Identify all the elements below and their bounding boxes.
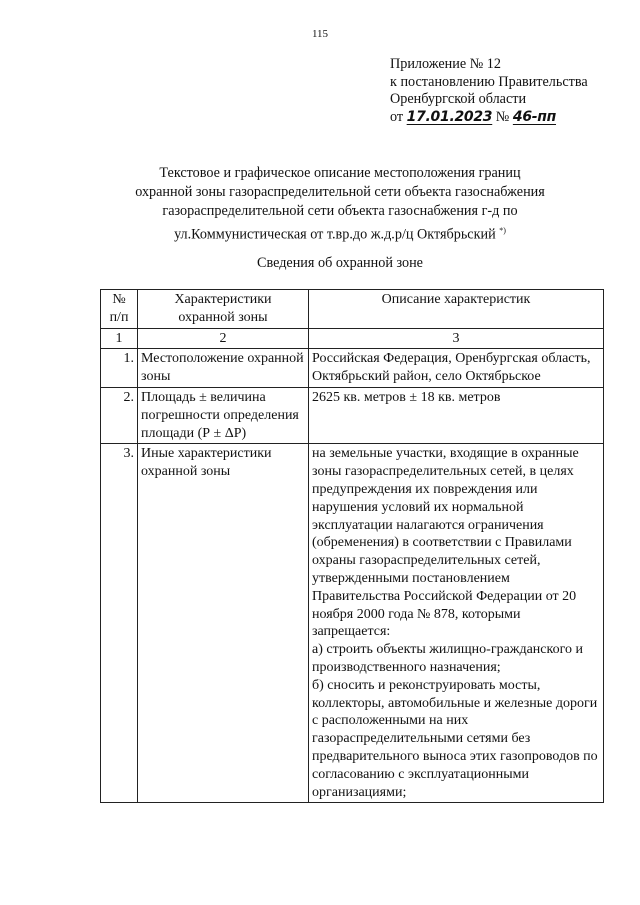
column-number: 1 <box>101 328 138 349</box>
page-number: 115 <box>311 28 329 40</box>
row-number: 3. <box>101 444 138 803</box>
title-line-1: Текстовое и графическое описание местоположения границ <box>159 165 521 181</box>
title-line-4 <box>60 221 620 245</box>
footnote-mark: *) <box>499 226 506 235</box>
row-number: 1. <box>101 349 138 388</box>
column-number: 3 <box>309 328 604 349</box>
handwritten-number: 46-пп <box>512 108 557 125</box>
header-characteristics: Характеристики охранной зоны <box>138 290 309 329</box>
row-number: 2. <box>101 387 138 443</box>
row-description-block <box>309 444 604 803</box>
appendix-title: Приложение № 12 <box>390 56 501 72</box>
row-characteristic: Площадь ± величина погрешности определения площади (Р ± ΔР) <box>138 387 309 443</box>
date-prefix: от <box>390 108 404 125</box>
row-characteristic: Местоположение охранной зоны <box>138 349 309 388</box>
row-description: 2625 кв. метров ± 18 кв. метров <box>309 387 604 443</box>
zone-info-table <box>100 289 604 803</box>
table-header-row <box>101 290 604 329</box>
row-characteristic: Иные характеристики охранной зоны <box>138 444 309 803</box>
document-title <box>60 164 620 245</box>
title-line-2: охранной зоны газораспределительной сети объекта газоснабжения <box>135 184 545 200</box>
table-row <box>101 349 604 388</box>
column-number-row <box>101 328 604 349</box>
column-number: 2 <box>138 328 309 349</box>
header-number: № п/п <box>101 290 138 329</box>
table-row <box>101 444 604 803</box>
restriction-item-a: а) строить объекты жилищно-гражданского и производственного назначения; <box>312 642 583 675</box>
restriction-item-b: б) сносить и реконструировать мосты, коллекторы, автомобильные и железные дороги с расположенными на них газораспределительными сетями без предварительного выноса этих газопроводов по согласованию с эксплуатационными организациями; <box>312 677 598 800</box>
table-row <box>101 387 604 443</box>
header-description: Описание характеристик <box>309 290 604 329</box>
title-line-3: газораспределительной сети объекта газоснабжения г-д по <box>162 203 518 219</box>
row-description: на земельные участки, входящие в охранные зоны газораспределительных сетей, в целях предупреждения их повреждения или нарушения условий их нормальной эксплуатации налагаются ограничения (обременения) в соответствии с Правилами охраны газораспределительных сетей, утвержденными постановлением Правительства Российской Федерации от 20 ноября 2000 года № 878, которыми запрещается: <box>312 446 579 640</box>
appendix-date-line <box>390 109 630 127</box>
row-description: Российская Федерация, Оренбургская область, Октябрьский район, село Октябрьское <box>309 349 604 388</box>
appendix-decree-line: к постановлению Правительства <box>390 73 588 90</box>
section-subtitle: Сведения об охранной зоне <box>257 255 423 271</box>
appendix-block <box>390 56 630 126</box>
handwritten-date: 17.01.2023 <box>406 108 493 125</box>
number-sign: № <box>495 108 510 125</box>
appendix-region-line: Оренбургской области <box>390 91 527 107</box>
title-line-4-text: ул.Коммунистическая от т.вр.до ж.д.р/ц Октябрьский <box>174 226 496 243</box>
